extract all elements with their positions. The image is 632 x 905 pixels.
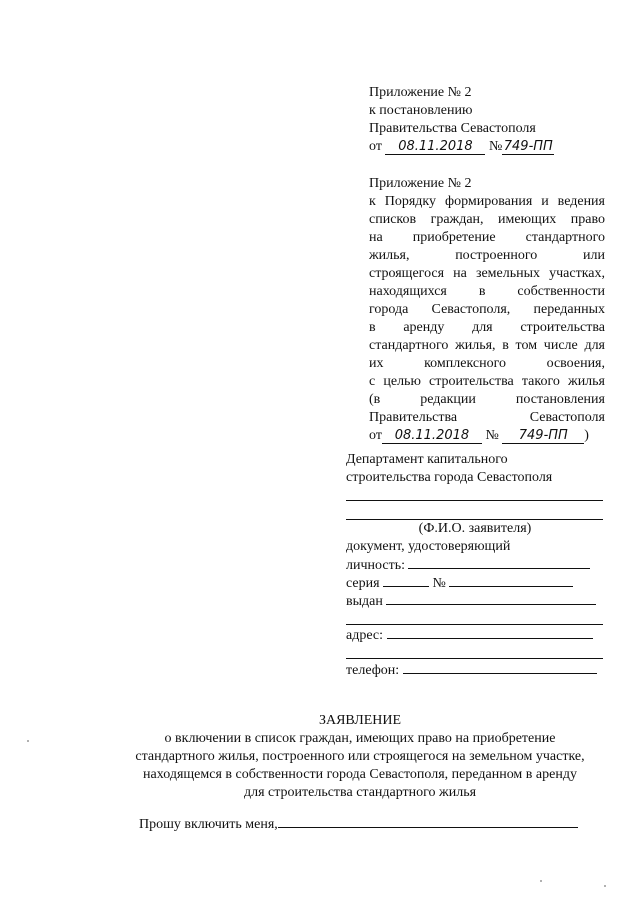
statement-line: о включении в список граждан, имеющих право на приобретение xyxy=(164,731,556,746)
appendix-line: списков граждан, имеющих право xyxy=(369,212,605,227)
appendix-date-line xyxy=(369,427,605,445)
appendix-line: находящихся в собственности xyxy=(369,284,605,299)
applicant-block xyxy=(346,520,604,610)
handwritten-number: 749-ПП xyxy=(503,139,553,154)
series-line xyxy=(346,574,604,592)
appendix-line: к Порядку формирования и ведения xyxy=(369,194,605,209)
request-line xyxy=(139,815,599,833)
closing-paren: ) xyxy=(584,428,589,443)
header-line: к постановлению xyxy=(369,103,473,118)
issued-field[interactable] xyxy=(386,592,596,605)
appendix-line: жилья, построенного или xyxy=(369,248,605,263)
appendix-line: в аренду для строительства xyxy=(369,320,605,335)
identity-field[interactable] xyxy=(408,556,590,569)
number-label: № xyxy=(432,576,446,591)
addressee-line: Департамент капитального xyxy=(346,452,508,467)
handwritten-date: 08.11.2018 xyxy=(385,139,485,155)
header-line: Правительства Севастополя xyxy=(369,121,536,136)
handwritten-number: 749-ПП xyxy=(502,428,584,444)
appendix-line: с целью строительства такого жилья xyxy=(369,374,605,389)
number-prefix: № xyxy=(485,428,499,443)
handwritten-date: 08.11.2018 xyxy=(382,428,482,444)
statement-title: ЗАЯВЛЕНИЕ xyxy=(318,713,402,728)
header-block xyxy=(369,84,609,156)
header-line: Приложение № 2 xyxy=(369,85,472,100)
address-line xyxy=(346,626,604,644)
addressee-line: строительства города Севастополя xyxy=(346,470,553,485)
series-field[interactable] xyxy=(383,574,429,587)
appendix-block xyxy=(369,175,605,445)
identity-label: личность: xyxy=(346,558,405,573)
scan-speck xyxy=(27,740,29,742)
statement-line: стандартного жилья, построенного или строящегося на земельном участке, xyxy=(135,749,585,764)
scan-speck xyxy=(604,885,606,887)
appendix-line: (в редакции постановления xyxy=(369,392,605,407)
date-prefix: от xyxy=(369,139,382,154)
appendix-line: их комплексного освоения, xyxy=(369,356,605,371)
phone-field[interactable] xyxy=(403,661,597,674)
identity-line xyxy=(346,556,604,574)
series-label: серия xyxy=(346,576,380,591)
address-label: адрес: xyxy=(346,628,384,643)
date-prefix: от xyxy=(369,428,382,443)
appendix-line: стандартного жилья, в том числе для xyxy=(369,338,605,353)
doc-label: документ, удостоверяющий xyxy=(346,539,511,554)
issued-continuation-field[interactable] xyxy=(346,624,603,625)
issued-label: выдан xyxy=(346,594,383,609)
doc-number-field[interactable] xyxy=(449,574,573,587)
request-text: Прошу включить меня, xyxy=(139,817,278,832)
statement-line: находящемся в собственности города Севастополя, переданном в аренду xyxy=(143,767,577,782)
appendix-line: строящегося на земельных участках, xyxy=(369,266,605,281)
addressee-block xyxy=(346,451,606,487)
statement-line: для строительства стандартного жилья xyxy=(243,785,477,800)
number-prefix: № xyxy=(488,139,503,154)
address-field[interactable] xyxy=(387,626,593,639)
header-date-line xyxy=(369,138,609,156)
appendix-title: Приложение № 2 xyxy=(369,176,472,191)
statement-block xyxy=(60,712,632,802)
fio-label: (Ф.И.О. заявителя) xyxy=(418,521,532,536)
issued-line xyxy=(346,592,604,610)
request-field[interactable] xyxy=(278,815,578,828)
appendix-line: города Севастополя, переданных xyxy=(369,302,605,317)
appendix-line: на приобретение стандартного xyxy=(369,230,605,245)
scan-speck xyxy=(540,880,542,882)
address-continuation-field[interactable] xyxy=(346,658,603,659)
phone-label: телефон: xyxy=(346,663,400,678)
phone-line xyxy=(346,661,604,679)
applicant-name-field[interactable] xyxy=(346,500,603,501)
appendix-line: Правительства Севастополя xyxy=(369,410,605,425)
